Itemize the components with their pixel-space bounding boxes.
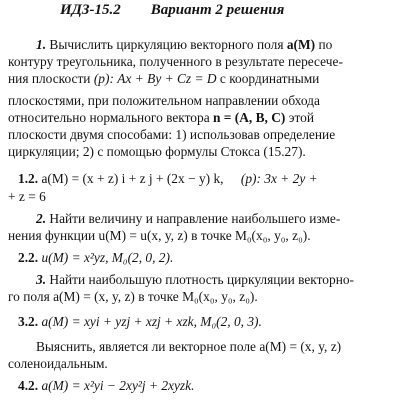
example-1-2-line2: + z = 6: [8, 189, 46, 204]
task1-number: 1.: [36, 37, 47, 52]
example-4-2: 4.2. a(M) = x²yi − 2xy²j + 2xyzk.: [18, 378, 195, 393]
task1-line3: ния плоскости (p): Ax + By + Cz = D с координатными: [8, 71, 320, 86]
page-header: [60, 2, 284, 19]
header-title: ИДЗ-15.2: [60, 2, 121, 18]
example-1-2-number: 1.2.: [18, 171, 39, 186]
task1-line1: 1. Вычислить циркуляцию векторного поля a(M) по: [36, 37, 333, 52]
example-1-2-line1: 1.2. a(M) = (x + z) i + z j + (2x − y) k, (p): 3x + 2y +: [18, 171, 318, 186]
example-4-2-number: 4.2.: [18, 378, 39, 393]
task2-line2: нения функции u(M) = u(x, y, z) в точке M₀(x₀, y₀, z₀).: [8, 228, 311, 243]
task1-line7: циркуляции; 2) с помощью формулы Стокса (15.27).: [8, 144, 306, 159]
task4-line1: Выяснить, является ли векторное поле a(M) = (x, y, z): [36, 339, 342, 354]
task1-line6: плоскости двумя способами: 1) использовав определение: [8, 127, 336, 142]
task1-line5: относительно нормального вектора n = (A, B, C) этой: [8, 110, 315, 125]
example-3-2-number: 3.2.: [18, 314, 39, 329]
example-2-2-number: 2.2.: [18, 250, 39, 265]
example-2-2: 2.2. u(M) = x²yz, M₀(2, 0, 2).: [18, 250, 174, 265]
task3-line1: 3. Найти наибольшую плотность циркуляции векторно-: [36, 272, 355, 287]
task1-line4: плоскостями, при положительном направлении обхода: [8, 93, 320, 108]
example-3-2: 3.2. a(M) = xyi + yzj + xzj + xzk, M₀(2, 0, 3).: [18, 314, 262, 329]
task2-line1: 2. Найти величину и направление наибольшего изме-: [36, 211, 341, 226]
task4-line2: соленоидальным.: [8, 356, 108, 371]
task1-line2: контуру треугольника, полученного в результате пересече-: [8, 54, 343, 69]
task3-number: 3.: [36, 272, 47, 287]
task2-number: 2.: [36, 211, 47, 226]
task3-line2: го поля a(M) = (x, y, z) в точке M₀(x₀, y₀, z₀).: [8, 289, 258, 304]
header-variant: Вариант 2 решения: [150, 2, 285, 18]
